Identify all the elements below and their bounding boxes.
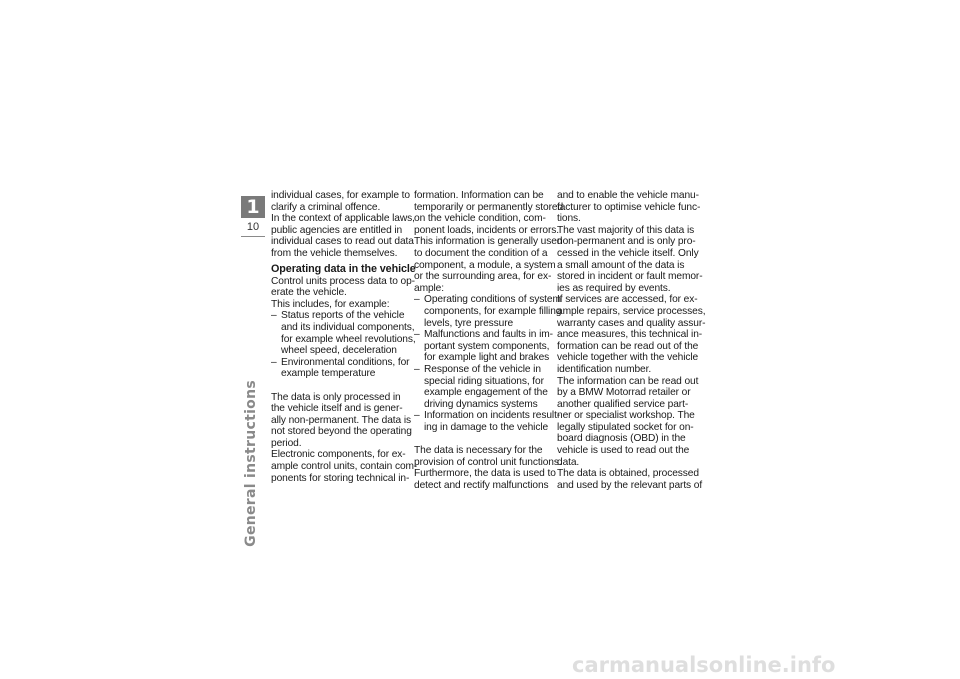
text-column-2	[414, 190, 564, 491]
paragraph: and to enable the vehicle manu- facturer to optimise vehicle func- tions.	[557, 190, 701, 225]
section-title-vertical	[243, 380, 263, 547]
paragraph: The information can be read out by a BMW Motorrad retailer or another qualified service part- ner or specialist workshop. The legally stipulated socket for on- board diagnosis (OBD) in the vehicle is used to read out the data.	[557, 375, 699, 468]
paragraph: This includes, for example:	[271, 298, 390, 310]
list-item: – Malfunctions and faults in im- portant system components, for example light and brakes	[414, 329, 556, 364]
list-item: – Status reports of the vehicle and its individual components, for example wheel revolutions, wheel speed, deceleration	[271, 310, 413, 356]
paragraph: If services are accessed, for ex- ample repairs, service processes, warranty cases and quality assur- ance measures, this technical in- formation can be read out of the vehicle together with the vehicle identification number.	[557, 294, 706, 375]
paragraph: The vast majority of this data is non-permanent and is only pro- cessed in the vehicle itself. Only a small amount of the data is stored in incident or fault memor- ies as required by events.	[557, 224, 703, 294]
paragraph: Control units process data to op- erate the vehicle.	[271, 275, 415, 299]
sidebar-divider	[241, 236, 265, 237]
watermark-text: carmanualsonline.info	[572, 653, 836, 677]
paragraph: In the context of applicable laws, public agencies are entitled in individual cases to read out data from the vehicle themselves.	[271, 213, 415, 259]
paragraph: Electronic components, for ex- ample control units, contain com- ponents for storing technical in-	[271, 449, 418, 484]
list-item: – Response of the vehicle in special riding situations, for example engagement of the driving dynamics systems	[414, 364, 556, 410]
page-number: 10	[246, 221, 260, 233]
list-item: – Operating conditions of system components, for example filling levels, tyre pressure	[414, 294, 556, 329]
list-item: – Information on incidents result- ing in damage to the vehicle	[414, 410, 556, 433]
paragraph: The data is necessary for the provision of control unit functions. Furthermore, the data is used to detect and rectify malfunctions	[414, 445, 562, 491]
section-title-text: General instructions	[243, 380, 259, 547]
paragraph: The data is only processed in the vehicle itself and is gener- ally non-permanent. The data is not stored beyond the operating period.	[271, 391, 412, 449]
chapter-number-block: 1	[241, 196, 265, 218]
section-heading: Operating data in the vehicle	[271, 262, 416, 275]
bullet-list	[414, 294, 562, 433]
paragraph: The data is obtained, processed and used by the relevant parts of	[557, 468, 703, 491]
list-item: – Environmental conditions, for example temperature	[271, 357, 413, 380]
bullet-list	[271, 310, 416, 380]
paragraph: formation. Information can be temporarily or permanently stored on the vehicle condition, com- ponent loads, incidents or errors. This information is generally used to document the condition of a component, a module, a system or the surrounding area, for ex- ample:	[414, 190, 564, 294]
text-column-3	[557, 190, 706, 491]
text-column-1	[271, 190, 418, 484]
paragraph: individual cases, for example to clarify a criminal offence.	[271, 190, 410, 213]
